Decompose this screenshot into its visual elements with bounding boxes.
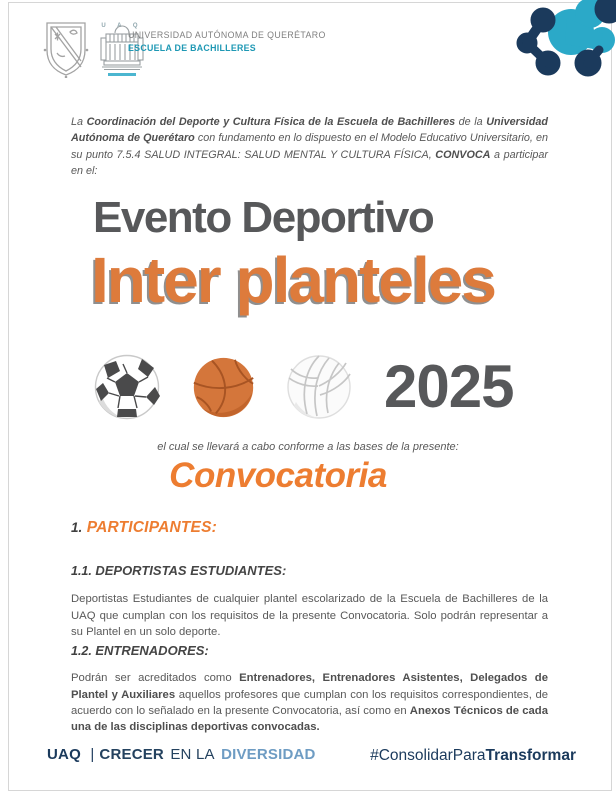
hashtag-regular: #ConsolidarPara <box>370 747 486 764</box>
intro-bold-coordinacion: Coordinación del Deporte y Cultura Física de la Escuela de Bachilleres <box>86 115 456 128</box>
intro-text: de la <box>455 115 487 128</box>
hashtag-bold: Transformar <box>485 747 576 764</box>
event-year: 2025 <box>384 353 514 420</box>
intro-text: La <box>71 115 87 128</box>
intro-text: a participar en el: <box>71 148 548 178</box>
intro-bold-convoca: CONVOCA <box>435 148 491 161</box>
sports-balls-row <box>93 352 513 422</box>
section-number: 1.2. <box>71 644 92 658</box>
section-1-1-body: Deportistas Estudiantes de cualquier plantel escolarizado de la Escuela de Bachilleres de la UAQ que cumplan con los requisitos de la presente Convocatoria. Solo podrán representar a su Plantel en un solo deporte. <box>71 593 548 638</box>
footer-uaq: UAQ <box>47 746 81 763</box>
convocatoria-heading: Convocatoria <box>169 456 387 495</box>
volleyball-icon <box>284 352 354 422</box>
intro-text: con fundamento en lo dispuesto en el Modelo Educativo Universitario, en su punto 7.5.4 SALUD INTEGRAL: SALUD MENTAL Y CULTURA FÍSICA, <box>71 132 548 161</box>
soccer-ball-icon <box>93 352 163 422</box>
university-name: UNIVERSIDAD AUTÓNOMA DE QUERÉTARO <box>128 30 326 40</box>
basketball-icon <box>190 354 257 421</box>
body-text: aquellos profesores que cumplan con los requisitos correspondientes, de acuerdo con lo señalado en la presente Convocatoria, así como en <box>71 688 549 717</box>
intro-paragraph <box>71 114 548 180</box>
footer-crecer: CRECER <box>99 746 164 763</box>
section-1-heading <box>71 519 217 537</box>
footer-divider: | <box>90 746 95 763</box>
section-number: 1. <box>71 520 83 535</box>
section-1-2-heading <box>71 643 209 658</box>
intro-bold-universidad: Universidad Autónoma de Querétaro <box>71 115 548 145</box>
body-text: Podrán ser acreditados como <box>71 672 240 685</box>
footer-diversidad: DIVERSIDAD <box>221 746 316 763</box>
footer-slogan <box>47 746 316 763</box>
section-number: 1.1. <box>71 564 92 578</box>
section-1-1-heading <box>71 563 286 578</box>
body-bold-roles: Entrenadores, Entrenadores Asistentes, Delegados de Plantel y Auxiliares <box>71 672 548 701</box>
molecule-decoration-icon <box>471 0 616 105</box>
section-label: PARTICIPANTES: <box>86 519 217 536</box>
event-title-line1: Evento Deportivo <box>93 193 434 242</box>
uaq-shield-logo-icon <box>42 20 90 78</box>
footer-en-la: EN LA <box>170 746 215 763</box>
section-1-2-body <box>71 670 548 735</box>
section-label: DEPORTISTAS ESTUDIANTES: <box>95 563 287 578</box>
body-bold-anexos: Anexos Técnicos de cada una de las disciplinas deportivas convocadas. <box>71 704 548 733</box>
event-title-line2: Inter planteles <box>91 244 495 316</box>
header-text-block <box>128 30 326 53</box>
subtitle-text: el cual se llevará a cabo conforme a las bases de la presente: <box>157 441 459 453</box>
section-label: ENTRENADORES: <box>95 643 209 658</box>
school-name: ESCUELA DE BACHILLERES <box>128 43 256 53</box>
logo-letters: U A Q <box>101 23 143 29</box>
footer-hashtag <box>370 747 576 765</box>
